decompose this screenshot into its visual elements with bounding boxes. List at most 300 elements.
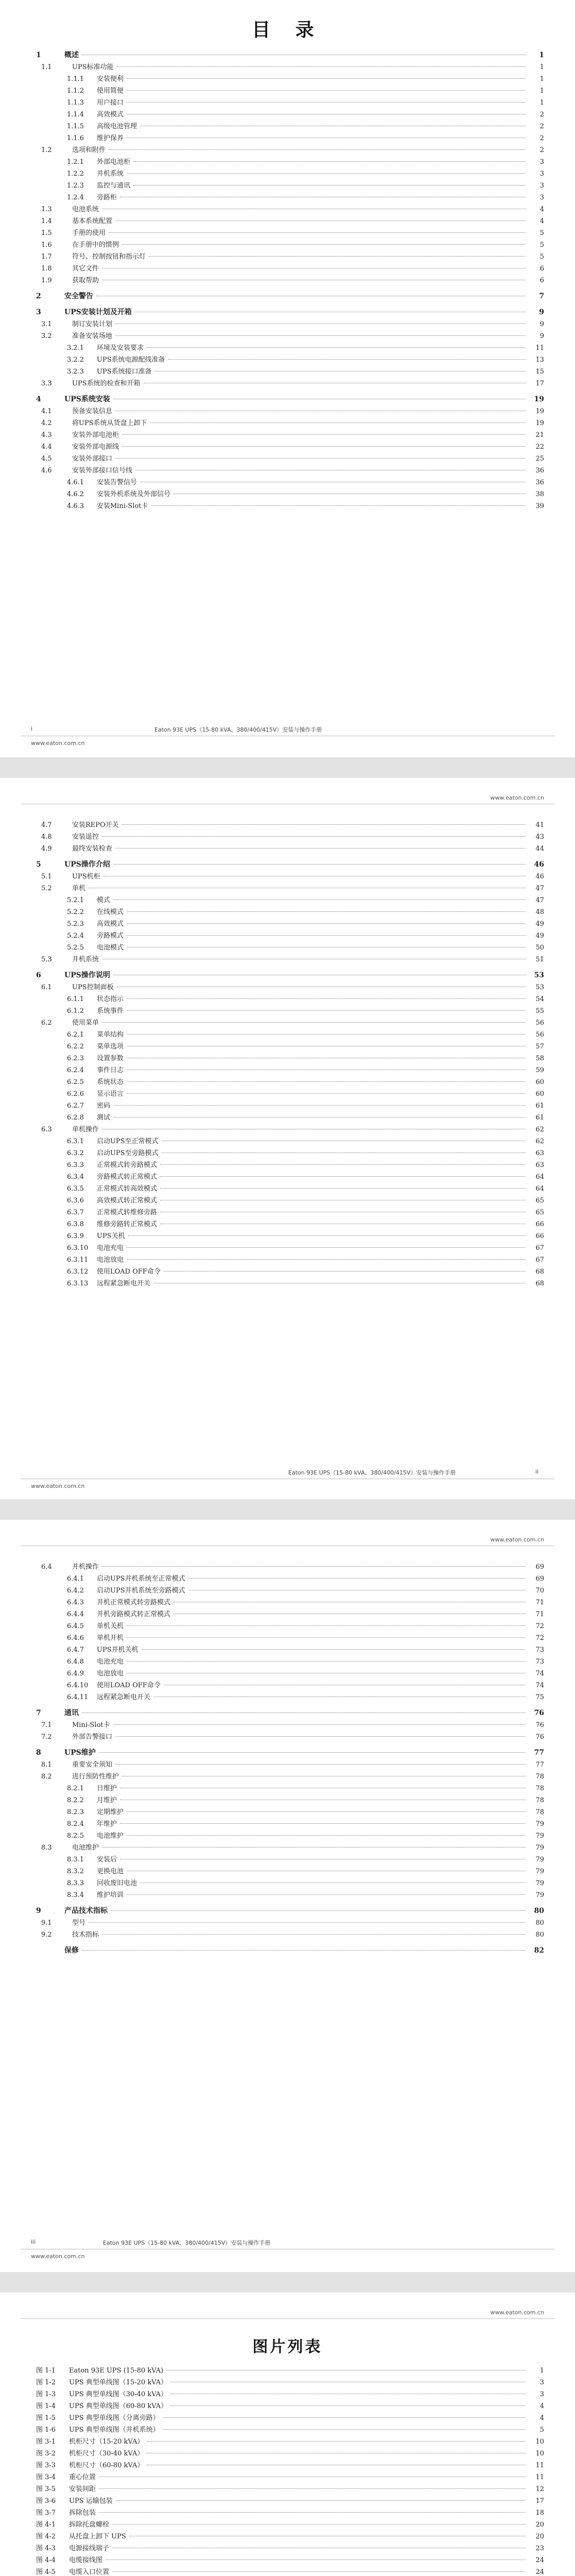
toc-entry[interactable] (36, 942, 544, 954)
entry-label: 设置参数 (97, 1055, 124, 1062)
entry-number: 7.2 (41, 1733, 52, 1741)
toc-entry[interactable] (36, 993, 544, 1005)
toc-entry[interactable] (36, 981, 544, 993)
toc-entry[interactable] (36, 819, 544, 831)
toc-entry[interactable] (36, 1656, 544, 1668)
entry-number: 4.1 (41, 408, 52, 415)
toc-entry[interactable] (36, 132, 544, 144)
toc-entry[interactable] (36, 488, 544, 500)
toc-entry[interactable] (36, 405, 544, 417)
entry-page-number: 75 (535, 1693, 544, 1701)
entry-number: 6.3.11 (67, 1256, 89, 1264)
entry-number: 1.1.1 (67, 75, 84, 83)
toc-entry[interactable] (36, 1100, 544, 1112)
dot-leader (109, 149, 526, 150)
entry-label: 环境及安装要求 (97, 344, 144, 352)
toc-entry[interactable] (36, 871, 544, 883)
entry-page-number: 53 (535, 984, 544, 991)
entry-number: 3.2 (41, 332, 52, 340)
entry-number: 2 (36, 292, 41, 300)
entry-page-number: 1 (539, 63, 544, 71)
entry-label: 安装外部电源线 (72, 443, 119, 451)
entry-number: 1.7 (41, 253, 52, 261)
toc-entry[interactable] (36, 204, 544, 215)
entry-label: 正常模式转维修旁路 (97, 1209, 158, 1216)
entry-number: 6.4.8 (67, 1658, 84, 1666)
entry-page-number: 48 (535, 908, 544, 916)
list-item[interactable] (36, 2471, 544, 2483)
toc-entry[interactable] (36, 1585, 544, 1597)
entry-number: 3.2.1 (67, 344, 84, 352)
entry-number: 3.1 (41, 320, 52, 328)
dot-leader (127, 1093, 526, 1094)
entry-page-number: 74 (535, 1682, 544, 1689)
entry-label: UPS安装计划及开箱 (64, 308, 132, 316)
entry-label: UPS关机 (97, 1232, 125, 1240)
entry-number: 6.3.9 (67, 1232, 84, 1240)
entry-page-number: 20 (535, 2521, 544, 2529)
toc-entry[interactable] (36, 97, 544, 109)
entry-label: 系统状态 (97, 1078, 124, 1086)
dot-leader (142, 1649, 526, 1650)
toc-entry[interactable] (36, 1041, 544, 1053)
toc-entry[interactable] (36, 318, 544, 330)
dot-leader (127, 173, 526, 174)
toc-entry[interactable] (36, 1818, 544, 1830)
toc-entry[interactable] (36, 1159, 544, 1171)
entry-label: 使用LOAD OFF命令 (97, 1682, 161, 1689)
entry-label: UPS系统电源配线准备 (97, 356, 165, 364)
toc-entry[interactable] (36, 453, 544, 465)
entry-page-number: 3 (539, 2379, 544, 2386)
list-item[interactable] (36, 2400, 544, 2412)
entry-page-number: 73 (535, 1646, 544, 1654)
entry-page-number: 64 (535, 1185, 544, 1193)
entry-number: 1.6 (41, 241, 52, 249)
toc-entry[interactable] (36, 291, 544, 302)
entry-number: 6.4.5 (67, 1622, 84, 1630)
dot-leader (147, 347, 526, 348)
entry-page-number: 10 (535, 2438, 544, 2446)
entry-label: 从托盘上卸下 UPS (69, 2533, 126, 2540)
entry-number: 6.3.12 (67, 1268, 89, 1276)
toc-entry[interactable] (36, 192, 544, 204)
entry-number: 4.3 (41, 431, 52, 439)
toc-entry[interactable] (36, 342, 544, 354)
entry-page-number: 3 (539, 158, 544, 166)
entry-label: 启动UPS至旁路模式 (97, 1149, 159, 1157)
page-contents-3 (0, 1520, 575, 2272)
toc-entry[interactable] (36, 227, 544, 239)
list-item[interactable] (36, 2448, 544, 2460)
toc-entry[interactable] (36, 1691, 544, 1703)
toc-entry[interactable] (36, 843, 544, 855)
toc-entry[interactable] (36, 1905, 544, 1917)
toc-entry[interactable] (36, 61, 544, 73)
entry-page-number: 80 (535, 1919, 544, 1927)
entry-page-number: 6 (539, 277, 544, 284)
toc-entry[interactable] (36, 1136, 544, 1147)
toc-entry[interactable] (36, 500, 544, 512)
toc-entry[interactable] (36, 970, 544, 981)
toc-entry[interactable] (36, 180, 544, 192)
footer-manual-title: Eaton 93E UPS（15-80 kVA、380/400/415V）安装与操作手册 (154, 726, 322, 733)
page-contents-2 (0, 778, 575, 1499)
toc-entry[interactable] (36, 1278, 544, 1290)
entry-label: 安装Mini-Slot卡 (97, 502, 148, 510)
entry-label: UPS 典型单线图（30-40 kVA） (69, 2391, 168, 2398)
entry-label: UPS操作介绍 (64, 860, 110, 869)
entry-label: 安装遥控 (72, 833, 99, 841)
entry-label: 启动UPS至正常模式 (97, 1138, 159, 1145)
toc-entry[interactable] (36, 263, 544, 275)
entry-number: 6.2.2 (67, 1043, 84, 1050)
toc-entry[interactable] (36, 1171, 544, 1183)
entry-number: 6.4.2 (67, 1587, 84, 1595)
entry-number: 6.2.7 (67, 1102, 84, 1110)
entry-label: 使用菜单 (72, 1019, 99, 1027)
dot-leader (127, 1259, 526, 1260)
dot-leader (127, 90, 526, 91)
dot-leader (127, 935, 526, 936)
entry-label: 并机系统 (97, 170, 124, 178)
entry-page-number: 57 (535, 1043, 544, 1050)
toc-entry[interactable] (36, 1719, 544, 1731)
entry-page-number: 41 (535, 821, 544, 829)
toc-entry[interactable] (36, 354, 544, 366)
entry-number: 8.3.4 (67, 1891, 84, 1899)
dot-leader (160, 1164, 526, 1165)
toc-entry[interactable] (36, 429, 544, 441)
entry-page-number: 67 (535, 1256, 544, 1264)
entry-label: 型号 (72, 1919, 86, 1927)
entry-label: 手册的使用 (72, 229, 106, 237)
toc-entry[interactable] (36, 109, 544, 121)
toc-entry[interactable] (36, 1183, 544, 1195)
entry-label: 安装告警信号 (97, 479, 137, 486)
list-item[interactable] (36, 2519, 544, 2531)
entry-number: 6.2.8 (67, 1114, 84, 1122)
toc-entry[interactable] (36, 1608, 544, 1620)
toc-entry[interactable] (36, 1877, 544, 1889)
entry-number: 图 1-1 (36, 2367, 56, 2375)
toc-list (36, 1561, 544, 1957)
toc-entry[interactable] (36, 465, 544, 477)
entry-label: 单机操作 (72, 1126, 99, 1133)
entry-number: 1.1.5 (67, 123, 84, 130)
entry-label: UPS操作说明 (64, 971, 110, 979)
entry-number: 1 (36, 51, 41, 59)
entry-number: 9.1 (41, 1919, 52, 1927)
entry-label: 系统事件 (97, 1007, 124, 1015)
dot-leader (127, 1835, 526, 1836)
toc-entry[interactable] (36, 1597, 544, 1608)
entry-page-number: 20 (535, 2533, 544, 2540)
entry-page-number: 18 (535, 2509, 544, 2517)
entry-number: 图 4-5 (36, 2568, 56, 2576)
entry-number: 6.4.9 (67, 1670, 84, 1677)
entry-page-number: 17 (535, 2497, 544, 2505)
toc-entry[interactable] (36, 883, 544, 894)
entry-number: 1.2.1 (67, 158, 84, 166)
entry-label: Eaton 93E UPS (15-80 kVA) (69, 2367, 164, 2375)
toc-entry[interactable] (36, 1076, 544, 1088)
dot-leader (113, 1105, 526, 1106)
entry-page-number: 79 (535, 1832, 544, 1840)
toc-entry[interactable] (36, 1195, 544, 1207)
entry-label: UPS 运输包装 (69, 2497, 113, 2505)
toc-entry[interactable] (36, 275, 544, 286)
toc-entry[interactable] (36, 1064, 544, 1076)
toc-entry[interactable] (36, 1783, 544, 1794)
entry-page-number: 56 (535, 1031, 544, 1039)
entry-label: UPS 典型单线图（分离旁路） (69, 2414, 160, 2422)
entry-number: 8.2.1 (67, 1785, 84, 1792)
entry-label: 正常模式转旁路模式 (97, 1161, 158, 1169)
list-item[interactable] (36, 2460, 544, 2471)
header-url[interactable]: www.eaton.com.cn (490, 794, 544, 801)
entry-number: 4.7 (41, 821, 52, 829)
list-item[interactable] (36, 2377, 544, 2388)
entry-number: 1.4 (41, 217, 52, 225)
toc-entry[interactable] (36, 1230, 544, 1242)
entry-page-number: 67 (535, 1244, 544, 1252)
entry-number: 4.6 (41, 467, 52, 474)
toc-entry[interactable] (36, 251, 544, 263)
entry-number: 6.4.1 (67, 1575, 84, 1583)
entry-page-number: 47 (535, 885, 544, 892)
list-item[interactable] (36, 2495, 544, 2507)
entry-number: 6.4.6 (67, 1634, 84, 1642)
entry-page-number: 25 (535, 455, 544, 463)
entry-label: 保修 (64, 1946, 79, 1955)
entry-label: 电池系统 (72, 206, 99, 213)
entry-page-number: 11 (535, 2462, 544, 2469)
toc-entry[interactable] (36, 121, 544, 132)
entry-page-number: 1 (539, 51, 544, 59)
toc-entry[interactable] (36, 1747, 544, 1759)
entry-label: 在线模式 (97, 908, 124, 916)
entry-label: 重心位置 (69, 2473, 96, 2481)
toc-entry[interactable] (36, 1266, 544, 1278)
toc-entry[interactable] (36, 859, 544, 871)
toc-entry[interactable] (36, 1731, 544, 1743)
entry-label: 显示语言 (97, 1090, 124, 1098)
list-item[interactable] (36, 2412, 544, 2424)
dot-leader (102, 1022, 526, 1023)
toc-entry[interactable] (36, 831, 544, 843)
list-item[interactable] (36, 2543, 544, 2554)
entry-page-number: 3 (539, 182, 544, 190)
list-item[interactable] (36, 2531, 544, 2543)
entry-page-number: 61 (535, 1102, 544, 1110)
footer-url[interactable]: www.eaton.com.cn (31, 1483, 85, 1489)
entry-number: 图 3-3 (36, 2462, 56, 2469)
dot-leader (127, 1247, 526, 1248)
entry-number: 4.4 (41, 443, 52, 451)
entry-page-number: 69 (535, 1563, 544, 1571)
entry-number: 8.2.4 (67, 1820, 84, 1828)
toc-entry[interactable] (36, 1029, 544, 1041)
entry-number: 3.2.3 (67, 368, 84, 376)
entry-page-number: 2 (539, 134, 544, 142)
toc-entry[interactable] (36, 1644, 544, 1656)
dot-leader (122, 244, 526, 245)
toc-entry[interactable] (36, 330, 544, 342)
dot-leader (102, 1934, 526, 1935)
dot-leader (122, 434, 526, 435)
header-url[interactable]: www.eaton.com.cn (490, 2309, 544, 2316)
list-item[interactable] (36, 2388, 544, 2400)
list-item[interactable] (36, 2507, 544, 2519)
entry-label: 基本系统配置 (72, 217, 113, 225)
toc-entry[interactable] (36, 215, 544, 227)
entry-page-number: 77 (535, 1761, 544, 1769)
toc-entry[interactable] (36, 1929, 544, 1941)
entry-page-number: 53 (534, 971, 544, 979)
toc-entry[interactable] (36, 1124, 544, 1136)
toc-entry[interactable] (36, 1945, 544, 1957)
entry-label: 制订安装计划 (72, 320, 113, 328)
entry-number: 4 (36, 395, 41, 403)
dot-leader (115, 335, 526, 336)
entry-number: 4.9 (41, 845, 52, 853)
toc-entry[interactable] (36, 1053, 544, 1064)
toc-entry[interactable] (36, 1620, 544, 1632)
entry-number: 6.1.1 (67, 995, 84, 1003)
footer-url[interactable]: www.eaton.com.cn (31, 2253, 85, 2260)
entry-page-number: 38 (535, 490, 544, 498)
list-item[interactable] (36, 2554, 544, 2566)
page-figures (0, 2293, 575, 2576)
toc-entry[interactable] (36, 954, 544, 965)
dot-leader (113, 864, 526, 865)
toc-entry[interactable] (36, 1242, 544, 1254)
toc-entry[interactable] (36, 239, 544, 251)
toc-entry[interactable] (36, 1573, 544, 1585)
entry-label: 拆除包装 (69, 2509, 96, 2517)
toc-entry[interactable] (36, 1794, 544, 1806)
figures-title: 图片列表 (252, 2338, 323, 2356)
toc-entry[interactable] (36, 1866, 544, 1877)
toc-entry[interactable] (36, 1112, 544, 1124)
entry-label: 获取帮助 (72, 277, 99, 284)
toc-entry[interactable] (36, 378, 544, 389)
footer-url[interactable]: www.eaton.com.cn (31, 740, 85, 747)
entry-label: 单机关机 (97, 1622, 124, 1630)
entry-page-number: 58 (535, 1055, 544, 1062)
list-item[interactable] (36, 2365, 544, 2377)
toc-entry[interactable] (36, 1889, 544, 1901)
list-item[interactable] (36, 2436, 544, 2448)
toc-entry[interactable] (36, 73, 544, 85)
entry-label: 安装便利 (97, 75, 124, 83)
entry-page-number: 1 (539, 75, 544, 83)
entry-page-number: 11 (535, 344, 544, 352)
toc-entry[interactable] (36, 1632, 544, 1644)
toc-entry[interactable] (36, 1017, 544, 1029)
entry-number: 6.2.1 (67, 1031, 84, 1039)
entry-number: 7.1 (41, 1721, 52, 1729)
entry-label: 回收废旧电池 (97, 1879, 137, 1887)
toc-entry[interactable] (36, 144, 544, 156)
entry-label: 产品技术指标 (64, 1907, 108, 1915)
entry-page-number: 15 (535, 368, 544, 376)
toc-entry[interactable] (36, 1254, 544, 1266)
entry-label: 符号、控制按钮和指示灯 (72, 253, 146, 261)
entry-page-number: 39 (535, 502, 544, 510)
toc-entry[interactable] (36, 1707, 544, 1719)
entry-page-number: 79 (535, 1868, 544, 1875)
entry-number: 图 3-6 (36, 2497, 56, 2505)
list-item[interactable] (36, 2483, 544, 2495)
entry-number: 5.1 (41, 873, 52, 880)
toc-entry[interactable] (36, 1806, 544, 1818)
dot-leader (151, 505, 526, 506)
toc-entry[interactable] (36, 156, 544, 168)
toc-entry[interactable] (36, 417, 544, 429)
toc-entry[interactable] (36, 1088, 544, 1100)
toc-entry[interactable] (36, 366, 544, 378)
toc-entry[interactable] (36, 168, 544, 180)
toc-entry[interactable] (36, 1218, 544, 1230)
header-url[interactable]: www.eaton.com.cn (490, 1536, 544, 1543)
toc-entry[interactable] (36, 1917, 544, 1929)
toc-entry[interactable] (36, 1842, 544, 1854)
toc-entry[interactable] (36, 1680, 544, 1691)
toc-entry[interactable] (36, 441, 544, 453)
entry-number: 6.2 (41, 1019, 52, 1027)
toc-entry[interactable] (36, 930, 544, 942)
entry-page-number: 72 (535, 1634, 544, 1642)
entry-number: 6.2.3 (67, 1055, 84, 1062)
toc-entry[interactable] (36, 894, 544, 906)
toc-entry[interactable] (36, 1561, 544, 1573)
toc-entry[interactable] (36, 1207, 544, 1218)
list-item[interactable] (36, 2566, 544, 2576)
dot-leader (150, 422, 526, 423)
toc-entry[interactable] (36, 918, 544, 930)
toc-entry[interactable] (36, 1668, 544, 1680)
dot-leader (120, 1823, 526, 1824)
toc-entry[interactable] (36, 1147, 544, 1159)
toc-entry[interactable] (36, 1005, 544, 1017)
entry-label: 密码 (97, 1102, 111, 1110)
entry-label: 高级电池管理 (97, 123, 137, 130)
toc-entry[interactable] (36, 85, 544, 97)
dot-leader (163, 2429, 526, 2430)
toc-entry[interactable] (36, 307, 544, 318)
toc-entry[interactable] (36, 1759, 544, 1771)
dot-leader (115, 458, 526, 459)
entry-number: 图 3-5 (36, 2485, 56, 2493)
toc-entry[interactable] (36, 477, 544, 488)
toc-entry[interactable] (36, 49, 544, 61)
toc-entry[interactable] (36, 906, 544, 918)
entry-label: Mini-Slot卡 (72, 1721, 110, 1729)
entry-number: 图 4-2 (36, 2533, 56, 2540)
toc-entry[interactable] (36, 1771, 544, 1783)
entry-label: 电池维护 (72, 1844, 99, 1852)
toc-entry[interactable] (36, 1830, 544, 1842)
entry-number: 6.3.7 (67, 1209, 84, 1216)
entry-page-number: 79 (535, 1879, 544, 1887)
toc-entry[interactable] (36, 1854, 544, 1866)
list-item[interactable] (36, 2424, 544, 2436)
entry-label: UPS 典型单线图（并机系统） (69, 2426, 160, 2434)
toc-entry[interactable] (36, 394, 544, 405)
entry-number: 1.9 (41, 277, 52, 284)
